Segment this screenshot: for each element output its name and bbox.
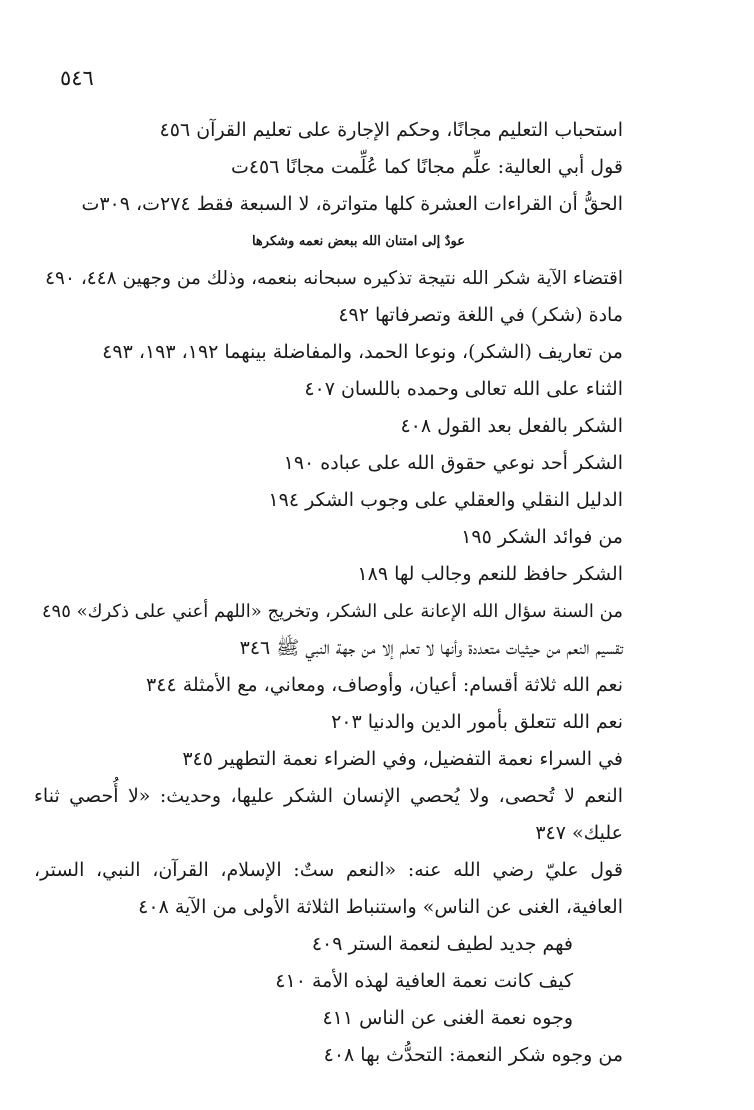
index-entry: الحقُّ أن القراءات العشرة كلها متواترة، لا السبعة فقط ٢٧٤ت، ٣٠٩ت [81, 193, 623, 215]
index-entry: قول عليّ رضي الله عنه: «النعم ستٌ: الإسلام، القرآن، النبي، الستر، العافية، الغنى عن الناس» واستنباط الثلاثة الأولى من الآية ٤٠٨ [34, 859, 623, 918]
index-entry: في السراء نعمة التفضيل، وفي الضراء نعمة التطهير ٣٤٥ [182, 748, 623, 770]
index-subentry: فهم جديد لطيف لنعمة الستر ٤٠٩ [311, 933, 573, 955]
index-entry: مادة (شكر) في اللغة وتصرفاتها ٤٩٢ [338, 304, 623, 326]
index-entry: الدليل النقلي والعقلي على وجوب الشكر ١٩٤ [268, 489, 623, 511]
page-number: ٥٤٦ [60, 66, 94, 90]
index-entry: استحباب التعليم مجانًا، وحكم الإجارة على تعليم القرآن ٤٥٦ [159, 119, 623, 141]
index-entry: من فوائد الشكر ١٩٥ [461, 526, 623, 548]
index-subentry: وجوه نعمة الغنى عن الناس ٤١١ [322, 1007, 573, 1029]
index-entry: نعم الله تتعلق بأمور الدين والدنيا ٢٠٣ [331, 711, 623, 733]
section-heading: عودٌ إلى امتنان الله ببعض نعمه وشكرها [251, 234, 466, 249]
index-entry: تقسيم النعم من حيثيات متعددة وأنها لا تعلم إلا من جهة النبي ﷺ ٣٤٦ [239, 637, 623, 659]
index-entry: قول أبي العالية: علِّم مجانًا كما عُلِّمت مجانًا ٤٥٦ت [230, 156, 623, 178]
index-entry: من وجوه شكر النعمة: التحدُّث بها ٤٠٨ [323, 1044, 623, 1066]
index-entry: الشكر بالفعل بعد القول ٤٠٨ [400, 415, 623, 437]
index-entry: النعم لا تُحصى، ولا يُحصي الإنسان الشكر عليها، وحديث: «لا أُحصي ثناء عليك» ٣٤٧ [34, 785, 623, 844]
index-entry: الشكر أحد نوعي حقوق الله على عباده ١٩٠ [283, 452, 623, 474]
index-entry: من تعاريف (الشكر)، ونوعا الحمد، والمفاضلة بينهما ١٩٢، ١٩٣، ٤٩٣ [102, 341, 623, 363]
index-entry: الثناء على الله تعالى وحمده باللسان ٤٠٧ [304, 378, 623, 400]
index-subentry: كيف كانت نعمة العافية لهذه الأمة ٤١٠ [275, 970, 573, 992]
index-entry: نعم الله ثلاثة أقسام: أعيان، وأوصاف، ومعاني، مع الأمثلة ٣٤٤ [146, 674, 623, 696]
index-list [34, 112, 623, 1074]
index-entry: اقتضاء الآية شكر الله نتيجة تذكيره سبحانه بنعمه، وذلك من وجهين ٤٤٨، ٤٩٠ [45, 268, 623, 289]
index-entry: من السنة سؤال الله الإعانة على الشكر، وتخريج «اللهم أعني على ذكرك» ٤٩٥ [41, 601, 623, 622]
index-entry: الشكر حافظ للنعم وجالب لها ١٨٩ [357, 563, 623, 585]
